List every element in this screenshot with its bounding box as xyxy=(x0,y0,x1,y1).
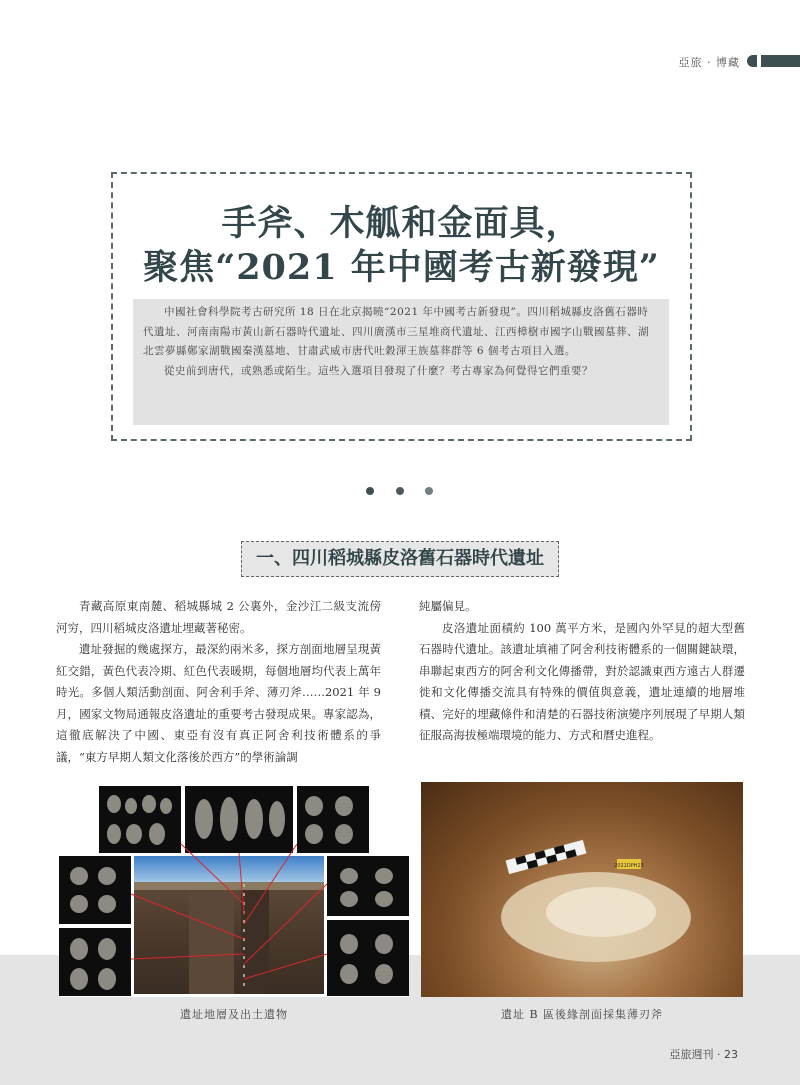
body-paragraph: 青藏高原東南麓、稻城縣城 2 公裏外，金沙江二級支流傍河穷，四川稻城皮洛遺址埋藏著秘密。 xyxy=(56,599,381,635)
divider-dot xyxy=(425,487,433,495)
title-line-2: 聚焦“2021 年中國考古新發現” xyxy=(143,247,660,288)
header-accent-bar xyxy=(761,55,800,67)
body-paragraph: 遺址發掘的幾處探方，最深約兩米多，探方剖面地層呈現黃紅交錯，黃色代表冷期、紅色代表暖期，每個地層均代表上萬年時光。多個人類活動剖面、阿舍利手斧、薄刃斧……2021 年 9 月，國家文物局通報皮洛遺址的重要考古發現成果。專家認為，這徹底解決了中國、東亞有沒有真正阿舍利技術體系的爭議，“東方早期人類文化落後於西方”的學術論調 xyxy=(56,642,381,764)
stratigraphy-artifacts-photo xyxy=(59,784,409,997)
intro-box xyxy=(133,299,669,425)
title-line-1: 手斧、木觚和金面具， xyxy=(221,203,582,244)
page-footer: 亞旅週刊 · 23 xyxy=(669,1048,738,1061)
intro-paragraph-2: 從史前到唐代，或熟悉或陌生。這些入選項目發現了什麼？考古專家為何覺得它們重要？ xyxy=(164,364,593,377)
intro-paragraph-1: 中國社會科學院考古研究所 18 日在北京揭曉“2021 年中國考古新發現”。四川稻城縣皮洛舊石器時代遺址、河南南陽市黃山新石器時代遺址、四川廣漢市三星堆商代遺址、江西樟樹市國字山戰國墓葬、湖北雲夢縣鄭家湖戰國秦漢墓地、甘肅武威市唐代吐穀渾王族墓葬群等 6 個考古項目入選。 xyxy=(143,306,649,357)
header-tab-shape xyxy=(747,55,757,67)
body-paragraph: 皮洛遺址面積約 100 萬平方米，是國內外罕見的超大型舊石器時代遺址。該遺址填補了阿舍利技術體系的一個關鍵缺環，串聯起東西方的阿舍利文化傳播帶，對於認識東西方遠古人群遷徙和文化傳播交流具有特殊的價值與意義，遺址連續的地層堆積、完好的埋藏條件和清楚的石器技術演變序列展現了早期人類征服高海拔極端環境的能力、方式和曆史進程。 xyxy=(419,620,745,742)
photo-caption-right: 遺址 B 區後緣剖面採集薄刃斧 xyxy=(500,1008,664,1021)
excavation-pit-graphic xyxy=(421,782,743,997)
tag-label: 2021DPH23 xyxy=(614,863,644,869)
body-paragraph: 純屬偏見。 xyxy=(419,599,477,613)
divider-dot xyxy=(366,487,374,495)
section-label: 亞旅 · 博藏 xyxy=(678,56,740,69)
body-column-left xyxy=(56,596,381,768)
excavation-pit-photo xyxy=(421,782,743,997)
stratigraphy-artifacts-graphic xyxy=(59,784,409,997)
divider-dot xyxy=(396,487,404,495)
body-column-right xyxy=(419,596,745,747)
section-heading: 一、四川稻城縣皮洛舊石器時代遺址 xyxy=(241,541,559,577)
title-frame xyxy=(111,172,692,441)
photo-caption-left: 遺址地層及出土遺物 xyxy=(180,1008,288,1021)
